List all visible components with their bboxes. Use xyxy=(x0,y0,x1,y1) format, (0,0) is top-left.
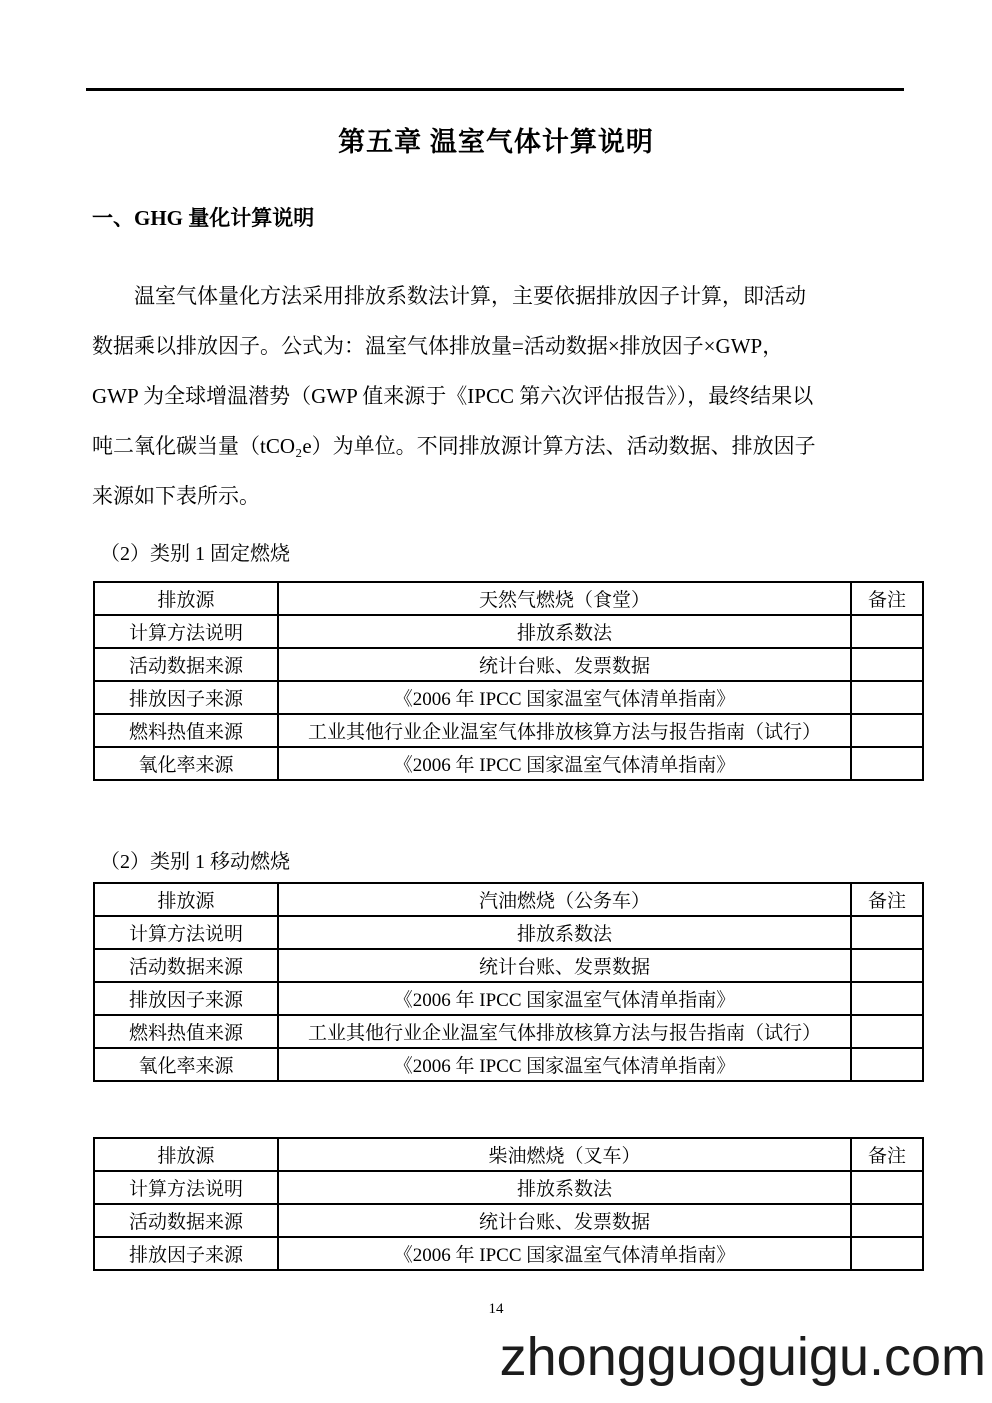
row-label-cell: 排放源 xyxy=(94,582,278,615)
value-cell: 天然气燃烧（食堂） xyxy=(278,582,851,615)
value-cell: 排放系数法 xyxy=(278,1171,851,1204)
value-cell: 《2006 年 IPCC 国家温室气体清单指南》 xyxy=(278,1237,851,1270)
table-row xyxy=(94,615,923,648)
table-row xyxy=(94,681,923,714)
page-number: 14 xyxy=(488,1301,504,1317)
section-heading: 一、GHG 量化计算说明 xyxy=(92,206,315,230)
row-label-cell: 活动数据来源 xyxy=(94,648,278,681)
value-cell: 《2006 年 IPCC 国家温室气体清单指南》 xyxy=(278,1048,851,1081)
row-label-cell: 计算方法说明 xyxy=(94,916,278,949)
remark-cell xyxy=(851,982,923,1015)
row-label-cell: 燃料热值来源 xyxy=(94,714,278,747)
remark-cell: 备注 xyxy=(851,883,923,916)
table-row xyxy=(94,1237,923,1270)
paragraph-line: 吨二氧化碳当量（tCO₂e）为单位。不同排放源计算方法、活动数据、排放因子 xyxy=(92,434,816,458)
value-cell: 《2006 年 IPCC 国家温室气体清单指南》 xyxy=(278,982,851,1015)
table-row xyxy=(94,1048,923,1081)
table-row xyxy=(94,982,923,1015)
paragraph-line: 数据乘以排放因子。公式为：温室气体排放量=活动数据×排放因子×GWP， xyxy=(92,334,784,358)
table-label-stationary: （2）类别 1 固定燃烧 xyxy=(100,543,290,565)
remark-cell xyxy=(851,1171,923,1204)
value-cell: 排放系数法 xyxy=(278,615,851,648)
remark-cell xyxy=(851,916,923,949)
remark-cell: 备注 xyxy=(851,1138,923,1171)
remark-cell xyxy=(851,648,923,681)
value-cell: 工业其他行业企业温室气体排放核算方法与报告指南（试行） xyxy=(278,714,851,747)
table-row xyxy=(94,883,923,916)
paragraph-line: GWP 为全球增温潜势（GWP 值来源于《IPCC 第六次评估报告》），最终结果以 xyxy=(92,384,814,408)
value-cell: 《2006 年 IPCC 国家温室气体清单指南》 xyxy=(278,681,851,714)
remark-cell xyxy=(851,1237,923,1270)
row-label-cell: 活动数据来源 xyxy=(94,1204,278,1237)
remark-cell xyxy=(851,714,923,747)
site-watermark: zhongguoguigu.com xyxy=(499,1327,986,1387)
table-row xyxy=(94,714,923,747)
header-rule xyxy=(86,88,904,91)
row-label-cell: 计算方法说明 xyxy=(94,615,278,648)
value-cell: 《2006 年 IPCC 国家温室气体清单指南》 xyxy=(278,747,851,780)
row-label-cell: 排放因子来源 xyxy=(94,681,278,714)
table-row xyxy=(94,1171,923,1204)
remark-cell xyxy=(851,615,923,648)
remark-cell xyxy=(851,1015,923,1048)
table-row xyxy=(94,949,923,982)
remark-cell xyxy=(851,747,923,780)
row-label-cell: 排放因子来源 xyxy=(94,982,278,1015)
row-label-cell: 排放源 xyxy=(94,883,278,916)
value-cell: 排放系数法 xyxy=(278,916,851,949)
remark-cell xyxy=(851,1048,923,1081)
remark-cell xyxy=(851,1204,923,1237)
body-paragraph xyxy=(92,271,910,521)
row-label-cell: 活动数据来源 xyxy=(94,949,278,982)
value-cell: 工业其他行业企业温室气体排放核算方法与报告指南（试行） xyxy=(278,1015,851,1048)
row-label-cell: 氧化率来源 xyxy=(94,1048,278,1081)
value-cell: 汽油燃烧（公务车） xyxy=(278,883,851,916)
table-row xyxy=(94,1015,923,1048)
row-label-cell: 排放源 xyxy=(94,1138,278,1171)
table-stationary-combustion xyxy=(93,581,924,781)
value-cell: 统计台账、发票数据 xyxy=(278,648,851,681)
remark-cell xyxy=(851,681,923,714)
row-label-cell: 计算方法说明 xyxy=(94,1171,278,1204)
row-label-cell: 燃料热值来源 xyxy=(94,1015,278,1048)
chapter-title: 第五章 温室气体计算说明 xyxy=(338,127,654,157)
value-cell: 统计台账、发票数据 xyxy=(278,1204,851,1237)
table-row xyxy=(94,1204,923,1237)
remark-cell: 备注 xyxy=(851,582,923,615)
paragraph-line: 来源如下表所示。 xyxy=(92,484,260,508)
value-cell: 柴油燃烧（叉车） xyxy=(278,1138,851,1171)
table-row xyxy=(94,916,923,949)
row-label-cell: 氧化率来源 xyxy=(94,747,278,780)
table-label-mobile: （2）类别 1 移动燃烧 xyxy=(100,851,290,873)
table-mobile-combustion-diesel xyxy=(93,1137,924,1271)
paragraph-line: 温室气体量化方法采用排放系数法计算，主要依据排放因子计算，即活动 xyxy=(134,284,806,308)
value-cell: 统计台账、发票数据 xyxy=(278,949,851,982)
table-mobile-combustion-gasoline xyxy=(93,882,924,1082)
table-row xyxy=(94,747,923,780)
table-row xyxy=(94,582,923,615)
row-label-cell: 排放因子来源 xyxy=(94,1237,278,1270)
table-row xyxy=(94,1138,923,1171)
table-row xyxy=(94,648,923,681)
remark-cell xyxy=(851,949,923,982)
